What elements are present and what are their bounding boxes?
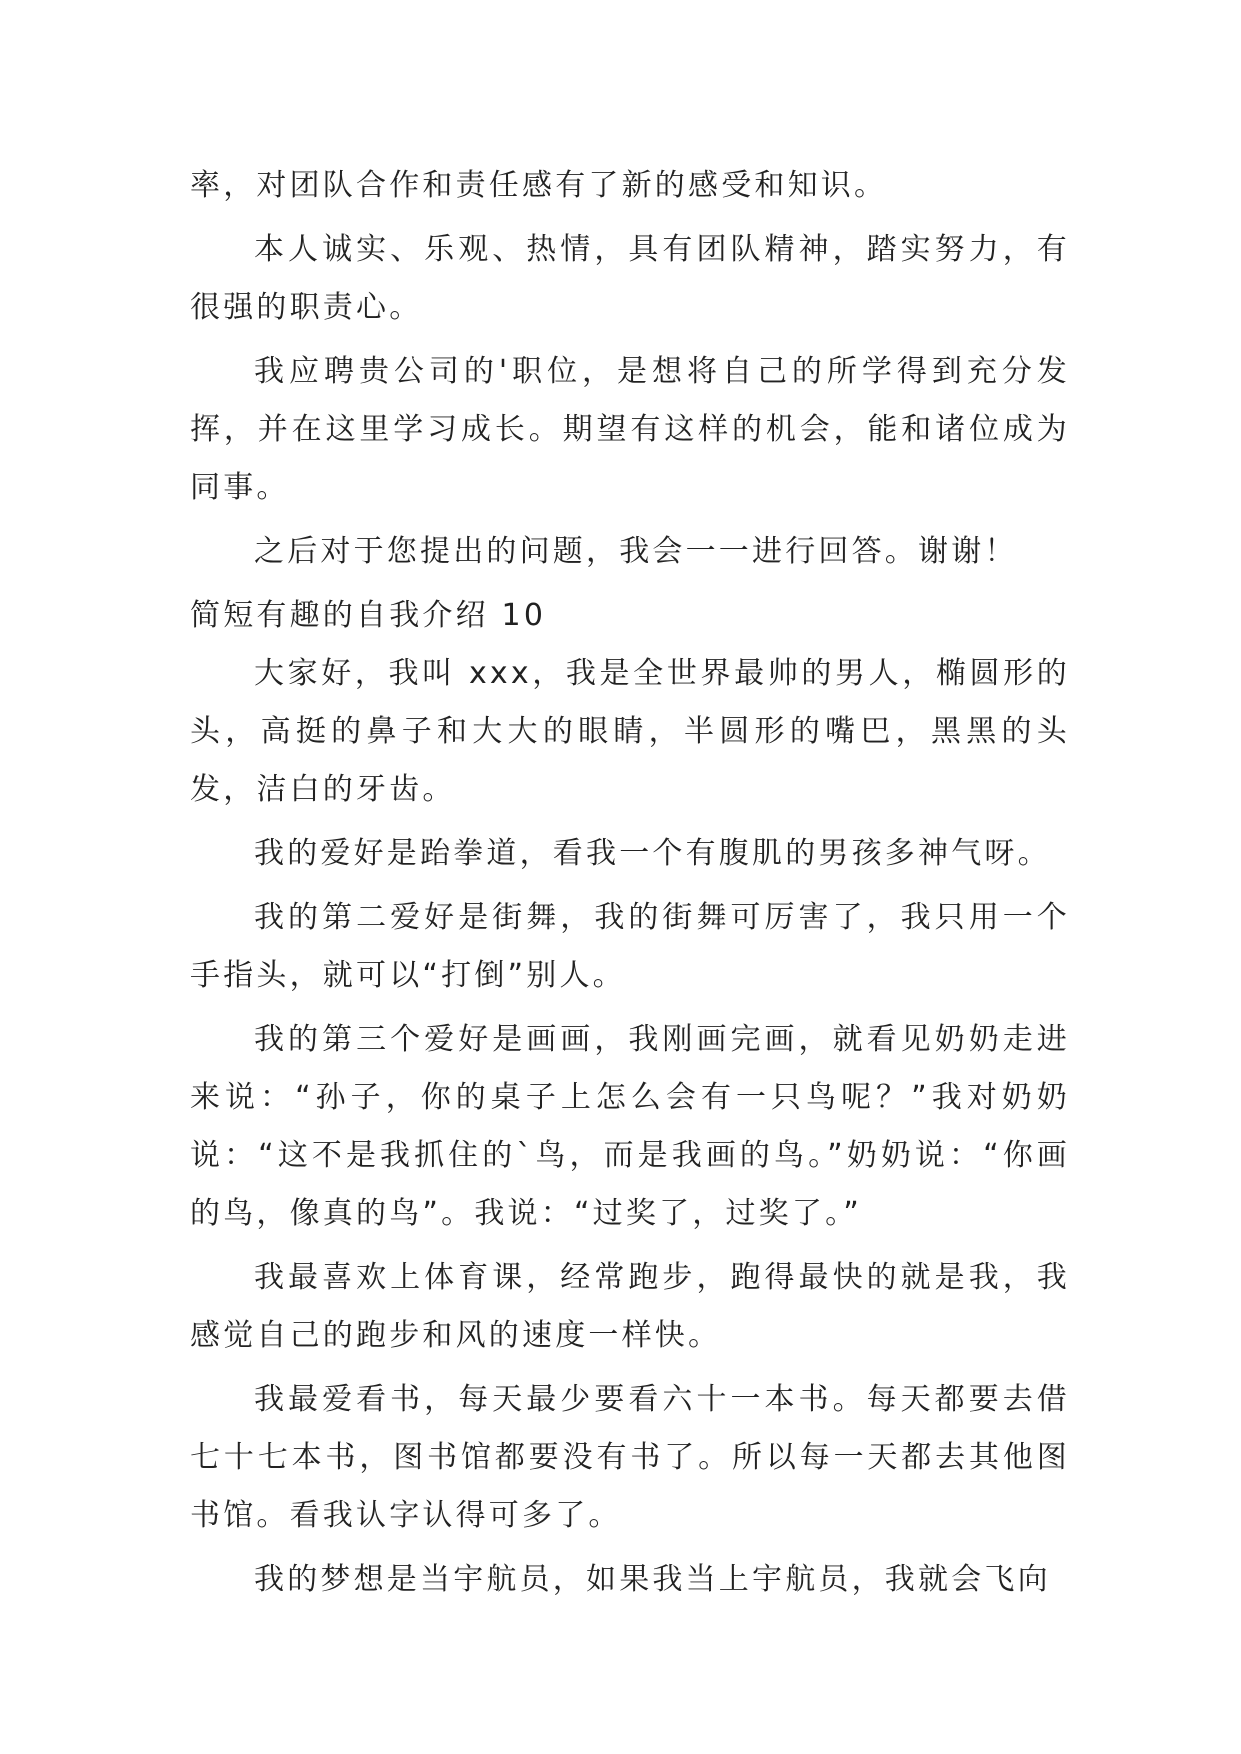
paragraph: 本人诚实、乐观、热情，具有团队精神，踏实努力，有很强的职责心。 xyxy=(190,232,1070,325)
document-body xyxy=(190,157,1070,1615)
paragraph: 之后对于您提出的问题，我会一一进行回答。谢谢！ xyxy=(254,534,1018,569)
paragraph: 我最喜欢上体育课，经常跑步，跑得最快的就是我，我感觉自己的跑步和风的速度一样快。 xyxy=(190,1260,1070,1353)
paragraph: 我的第三个爱好是画画，我刚画完画，就看见奶奶走进来说：“孙子，你的桌子上怎么会有一只鸟呢？”我对奶奶说：“这不是我抓住的`鸟，而是我画的鸟。”奶奶说：“你画的鸟，像真的鸟”。我说：“过奖了，过奖了。” xyxy=(190,1022,1070,1231)
paragraph: 率，对团队合作和责任感有了新的感受和知识。 xyxy=(190,168,888,203)
section-heading: 简短有趣的自我介绍 10 xyxy=(190,598,547,633)
paragraph: 我应聘贵公司的'职位，是想将自己的所学得到充分发挥，并在这里学习成长。期望有这样的机会，能和诸位成为同事。 xyxy=(190,354,1070,505)
paragraph: 我的第二爱好是街舞，我的街舞可厉害了，我只用一个手指头，就可以“打倒”别人。 xyxy=(190,900,1070,993)
paragraph: 大家好，我叫 xxx，我是全世界最帅的男人，椭圆形的头，高挺的鼻子和大大的眼睛，半圆形的嘴巴，黑黑的头发，洁白的牙齿。 xyxy=(190,656,1070,807)
paragraph: 我的爱好是跆拳道，看我一个有腹肌的男孩多神气呀。 xyxy=(254,836,1051,871)
paragraph: 我的梦想是当宇航员，如果我当上宇航员，我就会飞向 xyxy=(254,1562,1051,1597)
paragraph: 我最爱看书，每天最少要看六十一本书。每天都要去借七十七本书，图书馆都要没有书了。所以每一天都去其他图书馆。看我认字认得可多了。 xyxy=(190,1382,1070,1533)
